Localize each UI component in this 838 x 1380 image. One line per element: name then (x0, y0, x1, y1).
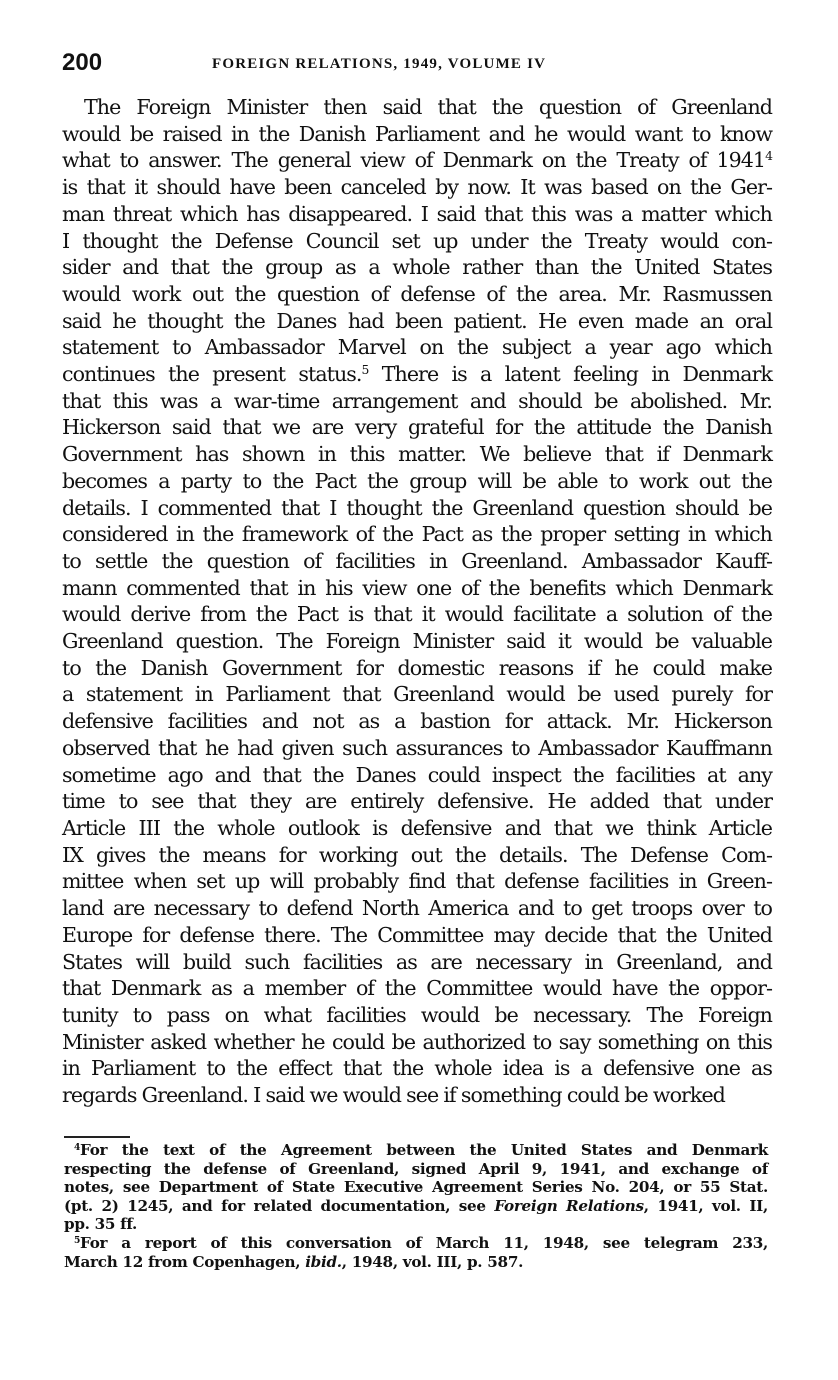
body-line: said he thought the Danes had been patient. He even made an oral (62, 308, 772, 333)
body-line: Government has shown in this matter. We believe that if Denmark (62, 442, 772, 467)
body-line: Minister asked whether he could be authorized to say something on this (62, 1029, 772, 1054)
body-line: IX gives the means for working out the details. The Defense Com- (62, 842, 772, 867)
body-line: Hickerson said that we are very grateful for the attitude the Danish (62, 415, 772, 440)
footnote-5-line (64, 1253, 768, 1272)
footnote-ref-5: 5 (361, 363, 369, 378)
body-line: statement to Ambassador Marvel on the subject a year ago which (62, 335, 772, 360)
body-line: The Foreign Minister then said that the question of Greenland (84, 95, 772, 119)
body-line: defensive facilities and not as a bastion for attack. Mr. Hickerson (62, 709, 772, 734)
body-line: that this was a war-time arrangement and should be abolished. Mr. (62, 388, 772, 413)
body-line: a statement in Parliament that Greenland would be used purely for (62, 682, 772, 707)
footnote-marker-4: 4 (74, 1141, 81, 1153)
footnote-text: For a report of this conversation of March 11, 1948, see telegram 233, (80, 1233, 768, 1252)
body-line: considered in the framework of the Pact as the proper setting in which (62, 522, 772, 547)
body-line: tunity to pass on what facilities would be necessary. The Foreign (62, 1002, 772, 1027)
body-line: I thought the Defense Council set up under the Treaty would con- (62, 228, 772, 253)
footnote-text: (pt. 2) 1245, and for related documentation, see (64, 1196, 495, 1215)
body-line: becomes a party to the Pact the group will be able to work out the (62, 468, 772, 493)
body-line-text: There is a latent feeling in Denmark (368, 362, 772, 387)
footnote-4-line: pp. 35 ff. (64, 1215, 138, 1234)
body-line: regards Greenland. I said we would see if something could be worked (62, 1083, 725, 1108)
body-line: would be raised in the Danish Parliament and he would want to know (62, 121, 772, 146)
body-line: man threat which has disappeared. I said that this was a matter which (62, 201, 772, 226)
body-line-with-footnote-ref (62, 147, 772, 174)
body-line-with-footnote-ref (62, 361, 772, 388)
footnote-text: , 1941, vol. II, (643, 1196, 768, 1215)
body-line: sometime ago and that the Danes could inspect the facilities at any (62, 762, 772, 787)
footnote-italic-title: Foreign Relations (494, 1196, 644, 1215)
footnote-4-line (64, 1141, 768, 1160)
footnote-rule (64, 1136, 130, 1138)
footnote-ref-4: 4 (765, 149, 772, 164)
body-line: Article III the whole outlook is defensive and that we think Article (62, 815, 772, 840)
body-line: would derive from the Pact is that it would facilitate a solution of the (62, 602, 772, 627)
footnotes (64, 1141, 768, 1271)
body-line: to settle the question of facilities in Greenland. Ambassador Kauff- (62, 548, 772, 573)
body-text (62, 94, 772, 1109)
footnote-text: March 12 from Copenhagen, (64, 1252, 306, 1271)
footnote-marker-5: 5 (74, 1234, 81, 1246)
body-line: Europe for defense there. The Committee may decide that the United (62, 922, 772, 947)
body-line: in Parliament to the effect that the whole idea is a defensive one as (62, 1056, 772, 1081)
body-line: time to see that they are entirely defensive. He added that under (62, 789, 772, 814)
body-line: details. I commented that I thought the Greenland question should be (62, 495, 772, 520)
running-head: FOREIGN RELATIONS, 1949, VOLUME IV (212, 56, 547, 72)
body-line: mittee when set up will probably find that defense facilities in Green- (62, 869, 772, 894)
page-header (62, 50, 772, 76)
body-line: mann commented that in his view one of the benefits which Denmark (62, 575, 772, 600)
body-line: that Denmark as a member of the Committee would have the oppor- (62, 976, 772, 1001)
body-line: to the Danish Government for domestic reasons if he could make (62, 655, 772, 680)
page-number: 200 (62, 49, 103, 76)
footnote-4-line: respecting the defense of Greenland, signed April 9, 1941, and exchange of (64, 1159, 768, 1178)
body-line-text: what to answer. The general view of Denmark on the Treaty of 1941 (62, 148, 766, 173)
body-line-text: continues the present status. (62, 362, 362, 387)
footnote-italic-ibid: ibid. (305, 1252, 342, 1271)
body-line: Greenland question. The Foreign Minister said it would be valuable (62, 629, 772, 654)
body-line: would work out the question of defense of the area. Mr. Rasmussen (62, 281, 772, 306)
footnote-4-line (64, 1197, 768, 1216)
footnote-text: For the text of the Agreement between the United States and Denmark (80, 1141, 768, 1159)
footnote-4-line: notes, see Department of State Executive Agreement Series No. 204, or 55 Stat. (64, 1178, 768, 1197)
body-line: States will build such facilities as are necessary in Greenland, and (62, 949, 772, 974)
body-line: observed that he had given such assurances to Ambassador Kauffmann (62, 735, 772, 760)
body-line: is that it should have been canceled by now. It was based on the Ger- (62, 175, 772, 200)
footnote-text: , 1948, vol. III, p. 587. (341, 1252, 524, 1271)
body-line: sider and that the group as a whole rather than the United States (62, 255, 772, 280)
body-line: land are necessary to defend North America and to get troops over to (62, 896, 772, 921)
footnote-5-line (64, 1234, 768, 1253)
